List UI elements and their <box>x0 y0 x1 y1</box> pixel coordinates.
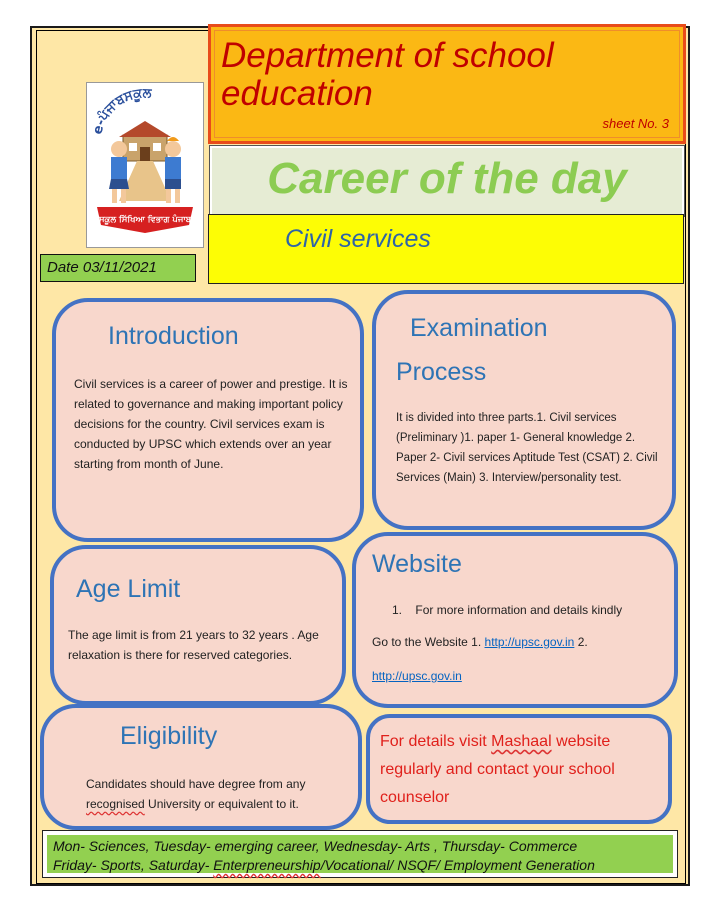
website-item-text: For more information and details kindly <box>415 603 623 617</box>
mashaal-card <box>366 714 672 824</box>
eligibility-heading: Eligibility <box>120 722 218 750</box>
mashaal-suffix: website regularly and contact your school counselor <box>380 733 615 806</box>
upsc-link-2[interactable]: http://upsc.gov.in <box>372 669 462 683</box>
website-line-prefix: Go to the Website 1. <box>372 635 485 649</box>
examination-text: It is divided into three parts.1. Civil services (Preliminary )1. paper 1- General knowledge 2. Paper 2- Civil services Aptitude Test (CSAT) 2. Civil Services (Main) 3. Interview/personality test. <box>396 412 658 484</box>
sheet-number: sheet No. 3 <box>602 116 669 131</box>
logo-arc-text: e-ਪੰਜਾਬਸਕੂਲ <box>90 85 152 136</box>
mashaal-prefix: For details visit <box>380 733 492 750</box>
career-topic: Civil services <box>285 225 431 253</box>
footer-green-band <box>47 835 673 873</box>
e-punjab-school-logo <box>86 82 204 248</box>
schedule-line-2-suffix: /Vocational/ NSQF/ Employment Generation <box>320 857 595 873</box>
schedule-line-2 <box>53 857 595 873</box>
eligibility-line1: Candidates should have degree from any <box>86 777 306 791</box>
department-title: Department of school education <box>221 36 554 113</box>
examination-heading-line2: Process <box>396 358 487 386</box>
website-line-suffix: 2. <box>574 635 588 649</box>
schedule-line-1: Mon- Sciences, Tuesday- emerging career, Wednesday- Arts , Thursday- Commerce <box>53 838 578 854</box>
examination-heading-line1: Examination <box>410 314 548 342</box>
website-line <box>372 632 662 652</box>
eligibility-line2: University or equivalent to it. <box>144 797 299 811</box>
eligibility-text <box>86 774 346 814</box>
age-limit-heading: Age Limit <box>76 575 181 603</box>
schedule-entrepreneurship-word: Enterpreneurship <box>213 857 321 873</box>
age-limit-text: The age limit is from 21 years to 32 years . Age relaxation is there for reserved categories. <box>68 628 319 662</box>
career-of-the-day-title: Career of the day <box>267 154 627 203</box>
eligibility-recognised-word: recognised <box>86 797 145 811</box>
website-link-line <box>372 666 462 686</box>
date-label: Date 03/11/2021 <box>40 254 196 282</box>
introduction-text: Civil services is a career of power and prestige. It is related to governance and making important policy decisions for the country. Civil services exam is conducted by UPSC which extends over an year starting from month of June. <box>74 377 348 471</box>
age-limit-card <box>50 545 346 705</box>
logo-banner-text: ਸਕੂਲ ਸਿੱਖਿਆ ਵਿਭਾਗ ਪੰਜਾਬ <box>98 215 192 225</box>
website-list-item <box>392 600 662 620</box>
website-heading: Website <box>372 550 462 578</box>
website-item-number: 1. <box>392 603 403 617</box>
eligibility-card <box>40 704 362 830</box>
schedule-line-2-prefix: Friday- Sports, Saturday- <box>53 857 214 873</box>
header-banner <box>208 24 686 144</box>
mashaal-word: Mashaal <box>491 733 552 750</box>
logo-graphic <box>87 83 203 247</box>
weekly-schedule-footer <box>42 830 678 878</box>
career-of-the-day-band <box>210 146 684 216</box>
introduction-card <box>52 298 364 542</box>
examination-process-card <box>372 290 676 530</box>
mashaal-text <box>380 728 650 812</box>
topic-band <box>208 214 684 284</box>
upsc-link-1[interactable]: http://upsc.gov.in <box>484 635 575 649</box>
website-card <box>352 532 678 708</box>
introduction-heading: Introduction <box>108 322 239 350</box>
